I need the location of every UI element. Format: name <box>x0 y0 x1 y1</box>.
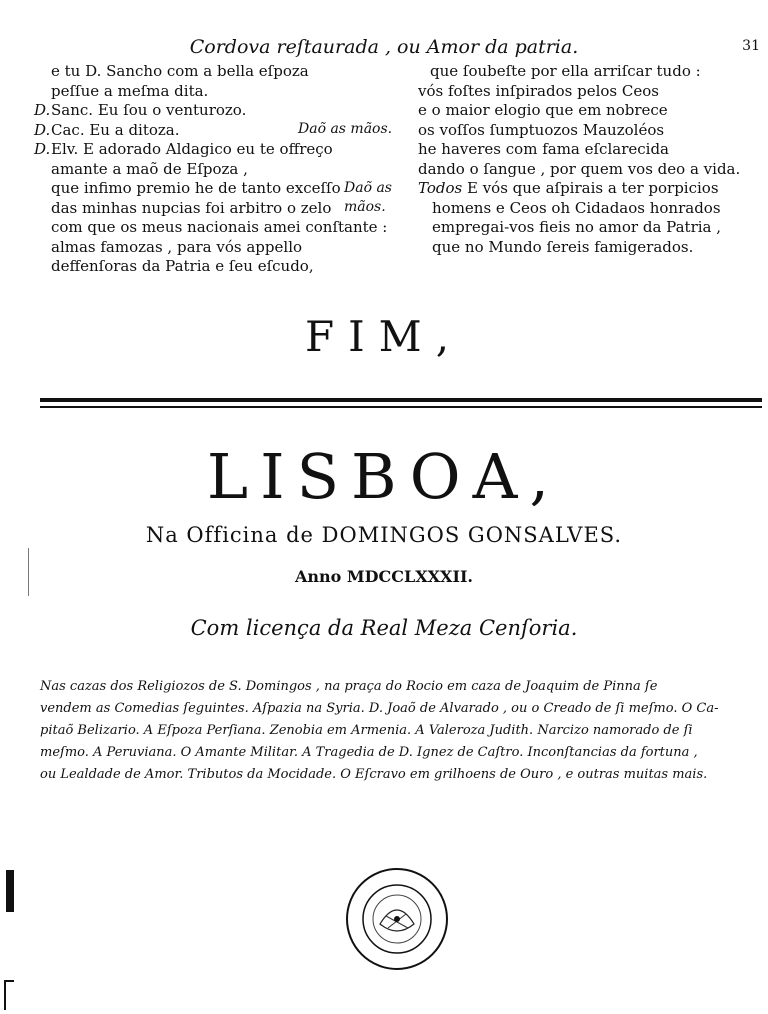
verse-line: dando o ſangue , por quem vos deo a vida. <box>418 159 741 178</box>
verse-line: peſſue a meſma dita. <box>51 81 209 100</box>
verse-line: empregai-vos fieis no amor da Patria , <box>432 218 722 236</box>
verse-line: e o maior elogio que em nobrece <box>418 101 668 119</box>
verse-line: com que os meus nacionais amei conſtante : <box>51 218 388 236</box>
imprint-license: Com licença da Real Meza Cenſoria. <box>190 616 578 640</box>
scan-mark <box>4 980 6 1010</box>
divider-rule <box>40 398 762 402</box>
stage-direction: Daõ as <box>344 180 392 196</box>
catalog-line: vendem as Comedias ſeguintes. Aſpazia na Syria. D. Joaõ de Alvarado , ou o Creado de ſi meſmo. O Ca- <box>40 701 719 716</box>
stage-direction: mãos. <box>344 199 386 215</box>
verse-line: vós foſtes inſpirados pelos Ceos <box>418 81 659 100</box>
dialogue-left-column <box>34 62 414 277</box>
verse-line: D.Sanc. Eu ſou o venturozo. <box>34 101 247 119</box>
divider-rule <box>40 406 762 408</box>
running-head: Cordova reſtaurada , ou Amor da patria. <box>189 36 579 58</box>
scan-mark <box>6 870 14 912</box>
imprint-printer: Na Officina de DOMINGOS GONSALVES. <box>145 523 623 547</box>
verse-line: D.Elv. E adorado Aldagico eu te offreço <box>34 140 333 158</box>
verse-line: Todos E vós que aſpirais a ter porpicios <box>418 179 719 197</box>
imprint-city: LISBOA, <box>206 440 562 513</box>
verse-line: os voſſos ſumptuozos Mauzoléos <box>418 120 665 139</box>
dialogue-right-column <box>418 62 768 257</box>
verse-line: homens e Ceos oh Cidadaos honrados <box>432 198 721 217</box>
verse-line: que infimo premio he de tanto exceſſo <box>51 179 341 197</box>
verse-line: amante a maõ de Eſpoza , <box>51 159 248 178</box>
verse-line: almas famozas , para vós appello <box>51 237 303 256</box>
verse-line: que ſoubeſte por ella arriſcar tudo : <box>430 62 701 80</box>
imprint-year: Anno MDCCLXXXII. <box>294 567 473 586</box>
scan-mark <box>4 980 14 982</box>
verse-line: deffenſoras da Patria e ſeu eſcudo, <box>51 257 314 275</box>
catalog-line: Nas cazas dos Religiozos de S. Domingos , na praça do Rocio em caza de Joaquim de Pinna ſe <box>40 679 658 694</box>
verse-line: das minhas nupcias foi arbitro o zelo <box>51 198 332 217</box>
fim-heading: FIM, <box>304 312 464 361</box>
verse-line: D.Cac. Eu a ditoza. <box>34 120 180 139</box>
verse-line: he haveres com fama eſclarecida <box>418 140 669 158</box>
catalog-line: ou Lealdade de Amor. Tributos da Mocidade. O Eſcravo em grilhoens de Ouro , e outras muitas mais. <box>40 767 708 782</box>
verse-line: que no Mundo ſereis famigerados. <box>432 237 694 256</box>
stage-direction: Daõ as mãos. <box>298 121 393 137</box>
verse-line: e tu D. Sancho com a bella eſpoza <box>51 62 309 80</box>
catalog-paragraph <box>40 676 760 786</box>
catalog-line: pitaõ Belizario. A Eſpoza Perſiana. Zenobia em Armenia. A Valeroza Judith. Narcizo namorado de ſi <box>40 723 693 738</box>
catalog-line: meſmo. A Peruviana. O Amante Militar. A Tragedia de D. Ignez de Caſtro. Inconſtancias da fortuna , <box>40 745 698 760</box>
scan-mark <box>28 548 29 596</box>
library-stamp <box>344 866 450 972</box>
page-number: 31 <box>742 38 760 54</box>
